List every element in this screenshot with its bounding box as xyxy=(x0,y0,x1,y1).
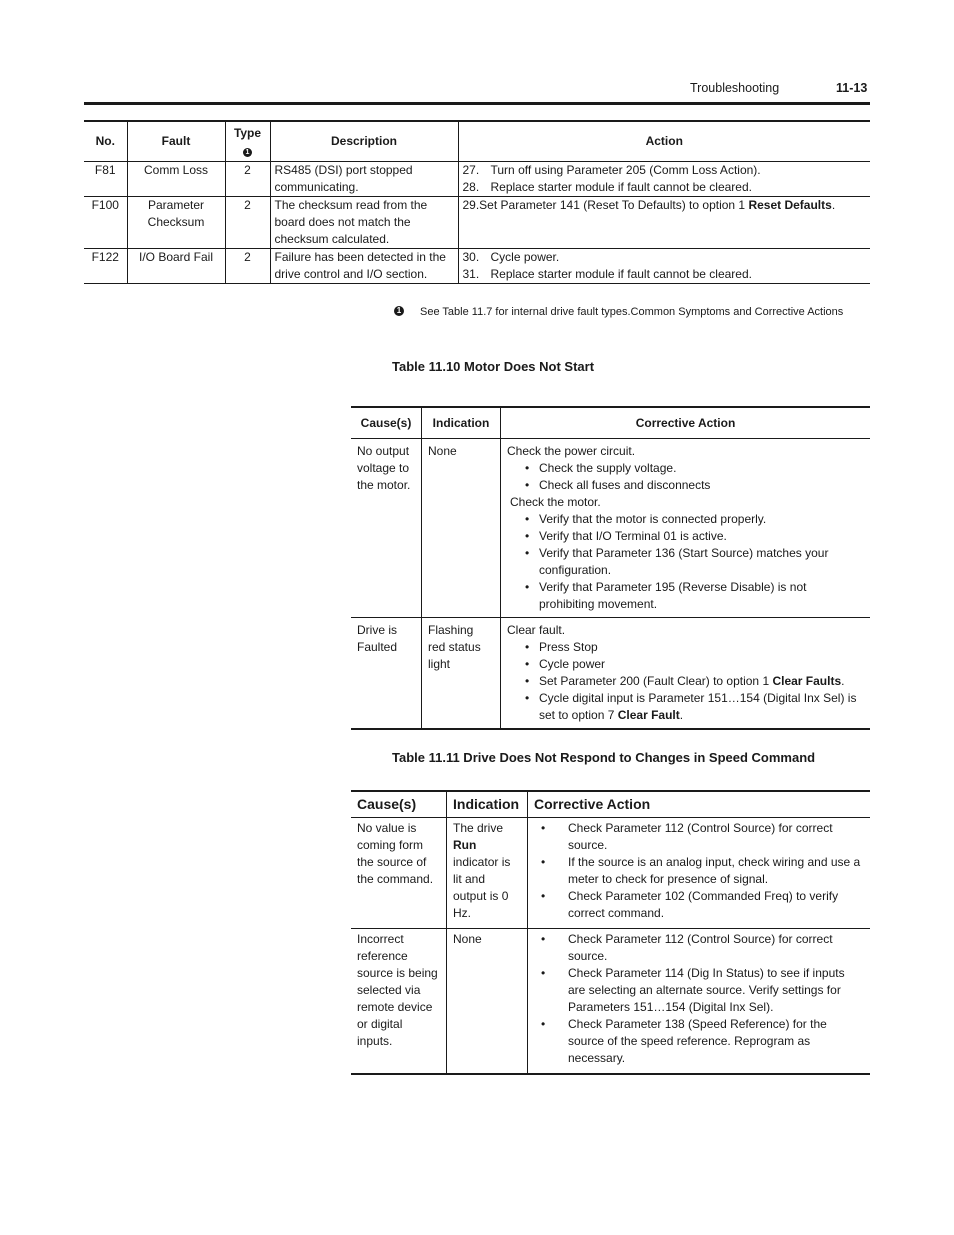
list-item-suffix: . xyxy=(841,674,845,688)
action-intro: Check the power circuit. xyxy=(507,444,636,458)
col-header-corrective-action: Corrective Action xyxy=(501,407,871,439)
indication-text: The drive xyxy=(453,821,504,835)
corrective-action-cell xyxy=(501,439,871,618)
action-option-bold: Reset Defaults xyxy=(748,198,832,212)
list-item: • Check the supply voltage. xyxy=(539,460,864,477)
step-number: 27. xyxy=(462,163,480,177)
list-item-text: Set Parameter 200 (Fault Clear) to option 1 xyxy=(539,674,773,688)
indicator-name-bold: Run xyxy=(453,838,477,852)
list-item: • Verify that the motor is connected properly. xyxy=(539,511,864,528)
list-item: • Check Parameter 112 (Control Source) for correct source. xyxy=(568,931,864,965)
list-item-text: Cycle digital input is Parameter 151…154 (Digital Inx Sel) is set to option 7 xyxy=(539,691,857,722)
page-number: 11-13 xyxy=(836,81,868,95)
fault-action xyxy=(458,197,870,249)
corrective-action-cell xyxy=(528,818,871,929)
option-bold: Clear Faults xyxy=(772,674,842,688)
list-item: • Verify that Parameter 195 (Reverse Disable) is not prohibiting movement. xyxy=(539,579,864,613)
list-item: • Press Stop xyxy=(539,639,864,656)
fault-action xyxy=(458,249,870,284)
list-item xyxy=(539,690,864,724)
fault-action xyxy=(458,162,870,197)
action-intro: Check the motor. xyxy=(510,495,601,509)
action-suffix: . xyxy=(831,198,836,212)
indication-cell: None xyxy=(422,439,501,618)
table-row xyxy=(84,249,870,284)
option-bold: Clear Fault xyxy=(617,708,680,722)
action-intro: Clear fault. xyxy=(507,623,566,637)
col-header-type-label: Type xyxy=(233,125,262,140)
col-header-indication: Indication xyxy=(447,791,528,818)
corrective-action-cell xyxy=(501,618,871,730)
list-item-suffix: . xyxy=(679,708,684,722)
table-row xyxy=(84,162,870,197)
corrective-action-cell xyxy=(528,929,871,1075)
list-item: • Check Parameter 102 (Commanded Freq) to verify correct command. xyxy=(568,888,864,922)
fault-no: F100 xyxy=(84,197,127,249)
col-header-action: Action xyxy=(458,121,870,162)
fault-table xyxy=(84,120,870,284)
action-step xyxy=(463,179,867,196)
fault-table-header xyxy=(84,121,870,162)
step-text: Replace starter module if fault cannot be cleared. xyxy=(490,180,752,194)
fault-type: 2 xyxy=(225,162,270,197)
action-text: 29.Set Parameter 141 (Reset To Defaults) to option 1 xyxy=(462,198,749,212)
fault-description: The checksum read from the board does not match the checksum calculated. xyxy=(270,197,458,249)
fault-name: Parameter Checksum xyxy=(127,197,225,249)
footnote-text: See Table 11.7 for internal drive fault types.Common Symptoms and Corrective Actions xyxy=(420,306,844,318)
cause-cell: Drive is Faulted xyxy=(351,618,422,730)
table-row xyxy=(351,618,870,730)
action-step xyxy=(463,162,867,179)
action-step xyxy=(463,266,867,283)
running-header-section: Troubleshooting xyxy=(690,81,780,95)
fault-type: 2 xyxy=(225,197,270,249)
indication-cell xyxy=(447,818,528,929)
list-item: • If the source is an analog input, check wiring and use a meter to check for presence of signal. xyxy=(568,854,864,888)
list-item: • Check all fuses and disconnects xyxy=(539,477,864,494)
step-text: Cycle power. xyxy=(490,250,560,264)
indication-cell: None xyxy=(447,929,528,1075)
table-header-row xyxy=(351,407,870,439)
indication-suffix: indicator is lit and output is 0 Hz. xyxy=(453,855,511,920)
table-caption: Table 11.10 Motor Does Not Start xyxy=(392,359,595,374)
fault-description: Failure has been detected in the drive control and I/O section. xyxy=(270,249,458,284)
list-item: • Check Parameter 112 (Control Source) for correct source. xyxy=(568,820,864,854)
fault-name: I/O Board Fail xyxy=(127,249,225,284)
indication-cell: Flashing red status light xyxy=(422,618,501,730)
step-text: Turn off using Parameter 205 (Comm Loss Action). xyxy=(490,163,761,177)
cause-cell: No value is coming form the source of the command. xyxy=(351,818,447,929)
col-header-corrective-action: Corrective Action xyxy=(528,791,871,818)
col-header-cause: Cause(s) xyxy=(351,407,422,439)
table-header-row xyxy=(351,791,870,818)
action-step xyxy=(463,249,867,266)
step-text: Replace starter module if fault cannot be cleared. xyxy=(490,267,752,281)
list-item: • Check Parameter 114 (Dig In Status) to see if inputs are selecting an alternate source. Verify settings for Parameters 151…154 (Digital Inx Sel). xyxy=(568,965,864,1016)
list-item: • Check Parameter 138 (Speed Reference) for the source of the speed reference. Reprogram as necessary. xyxy=(568,1016,864,1067)
step-number: 31. xyxy=(462,267,480,281)
table-row xyxy=(351,439,870,618)
col-header-fault: Fault xyxy=(127,121,225,162)
list-item: • Cycle power xyxy=(539,656,864,673)
cause-cell: Incorrect reference source is being selected via remote device or digital inputs. xyxy=(351,929,447,1075)
step-number: 28. xyxy=(462,180,480,194)
motor-does-not-start-table xyxy=(351,406,870,730)
list-item: • Verify that I/O Terminal 01 is active. xyxy=(539,528,864,545)
col-header-description: Description xyxy=(270,121,458,162)
header-rule xyxy=(84,102,870,105)
list-item xyxy=(539,673,864,690)
table-caption: Table 11.11 Drive Does Not Respond to Changes in Speed Command xyxy=(392,750,816,765)
speed-command-table xyxy=(351,790,870,1075)
table-row xyxy=(351,818,870,929)
step-number: 30. xyxy=(462,250,480,264)
col-header-type xyxy=(225,121,270,162)
table-row xyxy=(84,197,870,249)
col-header-no: No. xyxy=(84,121,127,162)
list-item: • Verify that Parameter 136 (Start Source) matches your configuration. xyxy=(539,545,864,579)
col-header-indication: Indication xyxy=(422,407,501,439)
footnote-mark: 1 xyxy=(243,148,252,157)
col-header-cause: Cause(s) xyxy=(351,791,447,818)
fault-no: F81 xyxy=(84,162,127,197)
fault-no: F122 xyxy=(84,249,127,284)
footnote-mark: 1 xyxy=(394,306,404,316)
fault-name: Comm Loss xyxy=(127,162,225,197)
fault-type: 2 xyxy=(225,249,270,284)
table-footnote xyxy=(394,306,843,318)
cause-cell: No output voltage to the motor. xyxy=(351,439,422,618)
table-row xyxy=(351,929,870,1075)
fault-description: RS485 (DSI) port stopped communicating. xyxy=(270,162,458,197)
